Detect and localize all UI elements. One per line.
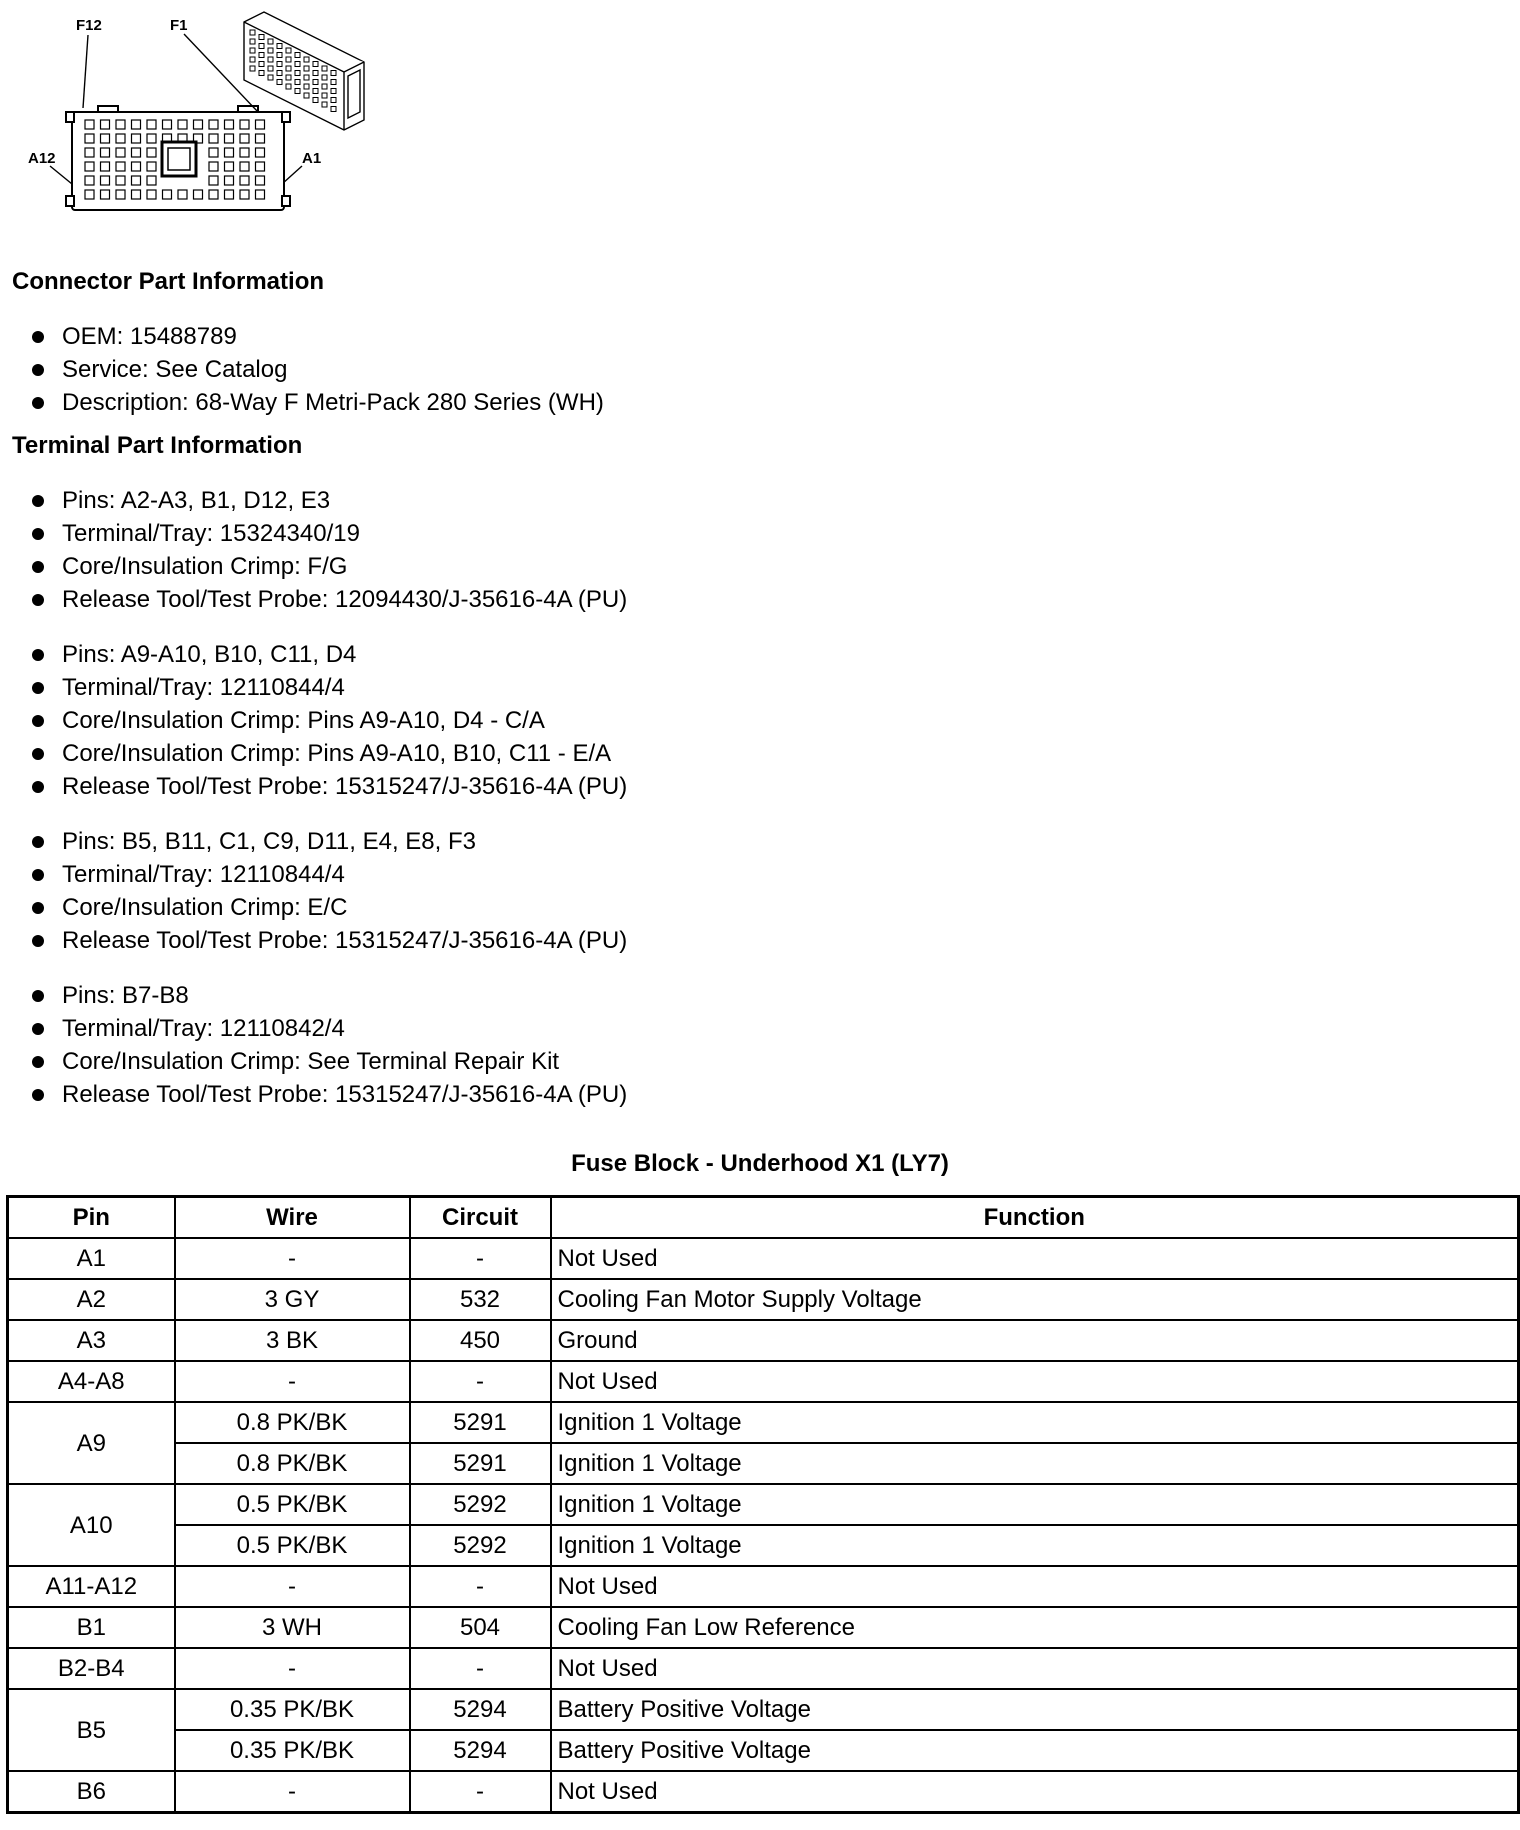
- pin-cavity-3d: [268, 66, 273, 71]
- table-row: [8, 1484, 1519, 1525]
- table-title: Fuse Block - Underhood X1 (LY7): [571, 1150, 949, 1177]
- cell-function: Not Used: [551, 1771, 1519, 1813]
- list-item: Core/Insulation Crimp: F/G: [28, 550, 627, 583]
- pin-cavity-3d: [259, 35, 264, 40]
- pin-cavity-3d: [331, 71, 336, 76]
- cell-function: Cooling Fan Low Reference: [551, 1607, 1519, 1648]
- pin-cavity-3d: [313, 71, 318, 76]
- label-f1: F1: [170, 17, 188, 34]
- pin-cavity: [116, 120, 125, 129]
- pin-cavity-3d: [250, 57, 255, 62]
- terminal-group-3: [28, 825, 627, 957]
- list-item: Terminal/Tray: 12110844/4: [28, 858, 627, 891]
- header-function: Function: [551, 1197, 1519, 1239]
- pin-cavity-3d: [295, 89, 300, 94]
- pin-cavity: [85, 176, 94, 185]
- pin-cavity: [101, 176, 110, 185]
- pin-cavity-3d: [286, 75, 291, 80]
- cell-wire: -: [175, 1361, 410, 1402]
- pin-cavity: [225, 120, 234, 129]
- list-item: Release Tool/Test Probe: 12094430/J-35616-4A (PU): [28, 583, 627, 616]
- pin-cavity: [209, 134, 218, 143]
- list-item: Terminal/Tray: 15324340/19: [28, 517, 627, 550]
- pin-cavity: [147, 148, 156, 157]
- pin-cavity: [225, 162, 234, 171]
- table-row: [8, 1730, 1519, 1771]
- pin-cavity-3d: [259, 53, 264, 58]
- pin-cavity-3d: [250, 39, 255, 44]
- cell-wire: 3 BK: [175, 1320, 410, 1361]
- pin-cavity-3d: [304, 84, 309, 89]
- table-row: [8, 1402, 1519, 1443]
- table-row: [8, 1525, 1519, 1566]
- table-row: [8, 1771, 1519, 1813]
- label-a1: A1: [302, 150, 322, 167]
- pin-cavity: [225, 148, 234, 157]
- cell-function: Ground: [551, 1320, 1519, 1361]
- pin-cavity: [240, 162, 249, 171]
- pin-cavity: [163, 120, 172, 129]
- cell-wire: 0.8 PK/BK: [175, 1443, 410, 1484]
- cell-pin: B2-B4: [8, 1648, 175, 1689]
- pin-cavity-3d: [286, 66, 291, 71]
- cell-wire: -: [175, 1771, 410, 1813]
- cell-pin: A9: [8, 1402, 175, 1484]
- pin-cavity: [147, 120, 156, 129]
- pin-cavity-3d: [268, 48, 273, 53]
- pin-cavity-3d: [295, 80, 300, 85]
- pin-cavity: [256, 190, 265, 199]
- pin-cavity: [163, 190, 172, 199]
- pin-cavity-3d: [259, 62, 264, 67]
- list-item: Terminal/Tray: 12110844/4: [28, 671, 627, 704]
- pin-cavity: [101, 190, 110, 199]
- pin-cavity: [209, 120, 218, 129]
- cell-pin: B5: [8, 1689, 175, 1771]
- cell-circuit: -: [410, 1361, 551, 1402]
- cell-circuit: -: [410, 1771, 551, 1813]
- pin-cavity-3d: [277, 62, 282, 67]
- pin-cavity: [101, 134, 110, 143]
- cell-circuit: 5294: [410, 1689, 551, 1730]
- pin-cavity: [116, 134, 125, 143]
- pin-cavity-3d: [250, 48, 255, 53]
- cell-function: Not Used: [551, 1648, 1519, 1689]
- pin-cavity: [85, 190, 94, 199]
- cell-circuit: -: [410, 1238, 551, 1279]
- pin-cavity: [147, 176, 156, 185]
- cell-function: Ignition 1 Voltage: [551, 1402, 1519, 1443]
- list-item: Pins: B5, B11, C1, C9, D11, E4, E8, F3: [28, 825, 627, 858]
- terminal-group-2: [28, 638, 627, 803]
- pin-cavity: [240, 134, 249, 143]
- pin-cavity: [101, 148, 110, 157]
- pin-cavity-3d: [250, 66, 255, 71]
- label-f12: F12: [76, 17, 102, 34]
- pin-cavity-3d: [277, 53, 282, 58]
- header-circuit: Circuit: [410, 1197, 551, 1239]
- table-row: [8, 1689, 1519, 1730]
- pin-cavity: [225, 134, 234, 143]
- pin-cavity-3d: [304, 57, 309, 62]
- pin-cavity-3d: [313, 98, 318, 103]
- list-item: Pins: A9-A10, B10, C11, D4: [28, 638, 627, 671]
- pinout-table: [6, 1195, 1520, 1814]
- cell-wire: 0.35 PK/BK: [175, 1689, 410, 1730]
- cell-circuit: 450: [410, 1320, 551, 1361]
- pin-cavity-3d: [295, 53, 300, 58]
- cell-circuit: 5292: [410, 1484, 551, 1525]
- pin-cavity: [147, 190, 156, 199]
- pin-cavity: [178, 190, 187, 199]
- pin-cavity: [240, 190, 249, 199]
- pin-cavity-3d: [259, 71, 264, 76]
- pin-cavity: [132, 176, 141, 185]
- connector-part-info-list: [28, 320, 604, 419]
- pin-cavity-3d: [322, 93, 327, 98]
- pin-cavity-3d: [322, 66, 327, 71]
- cell-wire: 0.8 PK/BK: [175, 1402, 410, 1443]
- pin-cavity-3d: [304, 75, 309, 80]
- cell-pin: A10: [8, 1484, 175, 1566]
- cell-function: Battery Positive Voltage: [551, 1689, 1519, 1730]
- pin-cavity: [132, 148, 141, 157]
- pin-cavity-3d: [331, 98, 336, 103]
- header-wire: Wire: [175, 1197, 410, 1239]
- cell-wire: -: [175, 1566, 410, 1607]
- list-item: Terminal/Tray: 12110842/4: [28, 1012, 627, 1045]
- cell-pin: A2: [8, 1279, 175, 1320]
- pin-cavity: [209, 190, 218, 199]
- table-row: [8, 1279, 1519, 1320]
- pin-cavity-3d: [268, 75, 273, 80]
- list-item: Description: 68-Way F Metri-Pack 280 Series (WH): [28, 386, 604, 419]
- cell-circuit: 5291: [410, 1443, 551, 1484]
- pin-cavity-3d: [313, 62, 318, 67]
- pin-cavity-3d: [286, 57, 291, 62]
- pin-cavity: [132, 190, 141, 199]
- pin-cavity-3d: [250, 30, 255, 35]
- cell-wire: 0.5 PK/BK: [175, 1484, 410, 1525]
- pin-cavity-3d: [295, 71, 300, 76]
- pin-cavity-3d: [268, 57, 273, 62]
- table-body: [8, 1238, 1519, 1813]
- pin-cavity-3d: [268, 39, 273, 44]
- cell-pin: B1: [8, 1607, 175, 1648]
- table-header-row: [8, 1197, 1519, 1239]
- list-item: Pins: B7-B8: [28, 979, 627, 1012]
- cell-wire: -: [175, 1238, 410, 1279]
- cell-function: Ignition 1 Voltage: [551, 1443, 1519, 1484]
- list-item: Core/Insulation Crimp: Pins A9-A10, B10, C11 - E/A: [28, 737, 627, 770]
- pin-cavity-3d: [277, 71, 282, 76]
- pin-cavity: [194, 120, 203, 129]
- label-a12: A12: [28, 150, 56, 167]
- cell-function: Not Used: [551, 1566, 1519, 1607]
- list-item: Core/Insulation Crimp: Pins A9-A10, D4 - C/A: [28, 704, 627, 737]
- pin-cavity: [85, 162, 94, 171]
- cell-circuit: -: [410, 1566, 551, 1607]
- pin-cavity: [256, 176, 265, 185]
- cell-wire: 3 WH: [175, 1607, 410, 1648]
- cell-pin: A3: [8, 1320, 175, 1361]
- cell-circuit: 504: [410, 1607, 551, 1648]
- pin-cavity: [85, 134, 94, 143]
- pin-cavity-3d: [331, 80, 336, 85]
- cell-circuit: -: [410, 1648, 551, 1689]
- pin-cavity: [178, 120, 187, 129]
- table-row: [8, 1361, 1519, 1402]
- cell-pin: B6: [8, 1771, 175, 1813]
- list-item: OEM: 15488789: [28, 320, 604, 353]
- cell-pin: A4-A8: [8, 1361, 175, 1402]
- pin-cavity: [209, 176, 218, 185]
- pin-cavity: [256, 162, 265, 171]
- pin-cavity: [116, 148, 125, 157]
- pin-cavity: [116, 190, 125, 199]
- cell-wire: 0.5 PK/BK: [175, 1525, 410, 1566]
- pin-cavity: [256, 134, 265, 143]
- cell-function: Ignition 1 Voltage: [551, 1484, 1519, 1525]
- pin-cavity: [147, 134, 156, 143]
- pin-cavity: [85, 120, 94, 129]
- pin-cavity: [101, 162, 110, 171]
- cell-function: Cooling Fan Motor Supply Voltage: [551, 1279, 1519, 1320]
- terminal-group-4: [28, 979, 627, 1111]
- pin-cavity: [240, 148, 249, 157]
- pin-cavity-3d: [304, 93, 309, 98]
- connector-center-lock: [162, 142, 196, 176]
- cell-pin: A11-A12: [8, 1566, 175, 1607]
- cell-function: Not Used: [551, 1361, 1519, 1402]
- pin-cavity-3d: [304, 66, 309, 71]
- pin-cavity: [256, 120, 265, 129]
- pin-cavity-3d: [331, 89, 336, 94]
- pin-cavity-3d: [259, 44, 264, 49]
- pin-cavity-3d: [286, 84, 291, 89]
- pin-cavity: [116, 176, 125, 185]
- pin-cavity-3d: [286, 48, 291, 53]
- table-row: [8, 1238, 1519, 1279]
- cell-wire: -: [175, 1648, 410, 1689]
- list-item: Pins: A2-A3, B1, D12, E3: [28, 484, 627, 517]
- cell-circuit: 5291: [410, 1402, 551, 1443]
- cell-pin: A1: [8, 1238, 175, 1279]
- pin-cavity: [147, 162, 156, 171]
- table-row: [8, 1443, 1519, 1484]
- connector-diagram: [28, 8, 378, 218]
- terminal-part-info-heading: Terminal Part Information: [12, 432, 303, 459]
- pin-cavity: [132, 120, 141, 129]
- pin-cavity: [209, 148, 218, 157]
- pin-cavity-3d: [322, 84, 327, 89]
- cell-wire: 0.35 PK/BK: [175, 1730, 410, 1771]
- pin-cavity-3d: [313, 89, 318, 94]
- terminal-group-1: [28, 484, 627, 616]
- cell-circuit: 5294: [410, 1730, 551, 1771]
- connector-part-info-heading: Connector Part Information: [12, 268, 325, 295]
- list-item: Core/Insulation Crimp: See Terminal Repair Kit: [28, 1045, 627, 1078]
- table-row: [8, 1648, 1519, 1689]
- table-row: [8, 1607, 1519, 1648]
- list-item: Release Tool/Test Probe: 15315247/J-35616-4A (PU): [28, 770, 627, 803]
- header-pin: Pin: [8, 1197, 175, 1239]
- pin-cavity: [225, 176, 234, 185]
- pin-cavity: [101, 120, 110, 129]
- pin-cavity-3d: [322, 102, 327, 107]
- pin-cavity: [256, 148, 265, 157]
- pin-cavity: [240, 120, 249, 129]
- pin-cavity: [85, 148, 94, 157]
- table-row: [8, 1566, 1519, 1607]
- cell-function: Ignition 1 Voltage: [551, 1525, 1519, 1566]
- pin-cavity: [132, 134, 141, 143]
- list-item: Release Tool/Test Probe: 15315247/J-35616-4A (PU): [28, 1078, 627, 1111]
- pin-cavity: [194, 190, 203, 199]
- cell-function: Not Used: [551, 1238, 1519, 1279]
- cell-circuit: 532: [410, 1279, 551, 1320]
- pin-cavity: [209, 162, 218, 171]
- pin-cavity-3d: [277, 80, 282, 85]
- pin-cavity: [116, 162, 125, 171]
- cell-function: Battery Positive Voltage: [551, 1730, 1519, 1771]
- pin-cavity: [132, 162, 141, 171]
- list-item: Core/Insulation Crimp: E/C: [28, 891, 627, 924]
- cell-circuit: 5292: [410, 1525, 551, 1566]
- pin-cavity-3d: [295, 62, 300, 67]
- pin-cavity-3d: [322, 75, 327, 80]
- list-item: Release Tool/Test Probe: 15315247/J-35616-4A (PU): [28, 924, 627, 957]
- cell-wire: 3 GY: [175, 1279, 410, 1320]
- pin-cavity: [225, 190, 234, 199]
- pin-cavity-3d: [277, 44, 282, 49]
- pin-cavity: [240, 176, 249, 185]
- pin-cavity-3d: [331, 107, 336, 112]
- table-row: [8, 1320, 1519, 1361]
- list-item: Service: See Catalog: [28, 353, 604, 386]
- pin-cavity-3d: [313, 80, 318, 85]
